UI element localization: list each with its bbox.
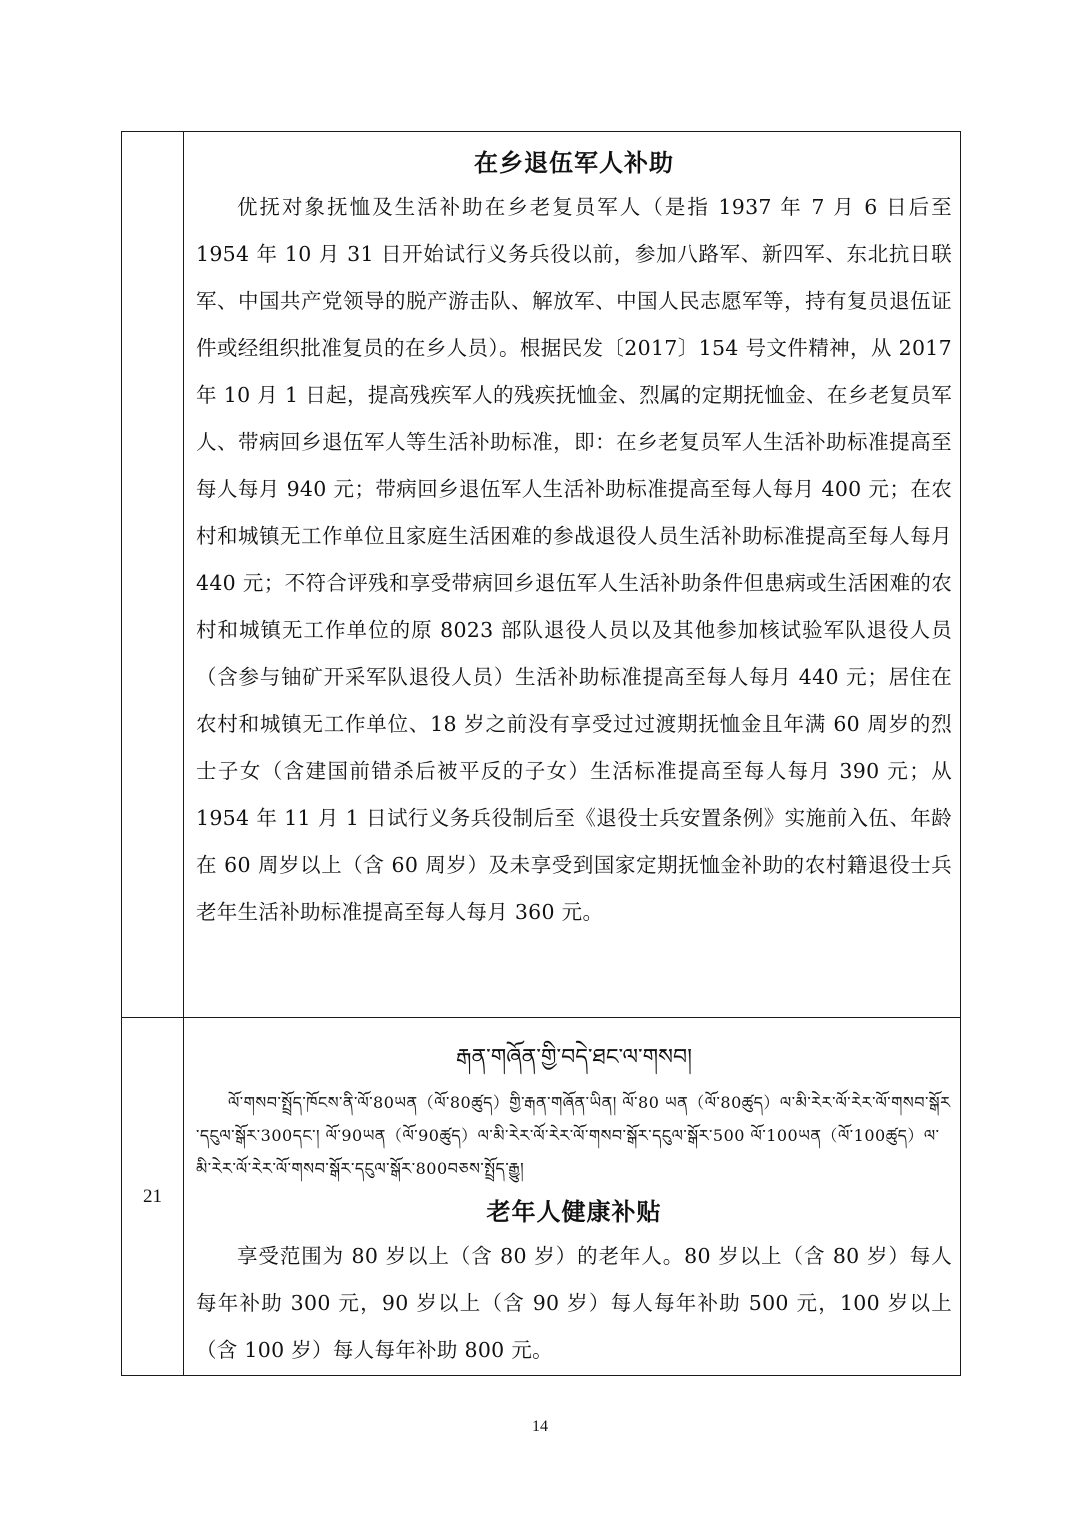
row-number: 21 (143, 1185, 162, 1207)
tibetan-section-body: ལོ་གསབ་སྤྲོད་ཁོངས་ནི་ལོ་80ཡན（ལོ་80ཚུད）གྱི་རྒན་གཞོན་ཡིན། ལོ་80 ཡན（ལོ་80ཚུད）ལ་མི་རེར་ལོ་རེར་ལོ་གསབ་སྒོར་དངུལ་སྒོར་300དང་། ལོ་90ཡན（ལོ་90ཚུད）ལ་མི་རེར་ལོ་རེར་ལོ་གསབ་སྒོར་དངུལ་སྒོར་500 ལོ་100ཡན（ལོ་100ཚུད）ལ་མི་རེར་ལོ་རེར་ལོ་གསབ་སྒོར་དངུལ་སྒོར་800བཅས་སྤྲོད་རྒྱུ། (196, 1093, 951, 1178)
content-table (121, 131, 961, 1376)
row-content-cell (184, 132, 961, 1018)
section-title-elderly-health-subsidy: 老年人健康补贴 (486, 1197, 662, 1226)
section-title-veterans-subsidy: 在乡退伍军人补助 (474, 148, 674, 177)
page-number: 14 (532, 1418, 548, 1435)
table-row (122, 1018, 961, 1376)
row-content-cell (184, 1018, 961, 1376)
row-number-cell (122, 132, 184, 1018)
tibetan-section-title: རྒན་གཞོན་གྱི་བདེ་ཐང་ལ་གསབ། (456, 1045, 692, 1070)
row-number-cell (122, 1018, 184, 1376)
section-body-veterans-subsidy: 优抚对象抚恤及生活补助在乡老复员军人（是指 1937 年 7 月 6 日后至 1954 年 10 月 31 日开始试行义务兵役以前，参加八路军、新四军、东北抗日联军、中国共产党领导的脱产游击队、解放军、中国人民志愿军等，持有复员退伍证件或经组织批准复员的在乡人员）。根据民发〔2017〕154 号文件精神，从 2017 年 10 月 1 日起，提高残疾军人的残疾抚恤金、烈属的定期抚恤金、在乡老复员军人、带病回乡退伍军人等生活补助标准，即：在乡老复员军人生活补助标准提高至每人每月 940 元；带病回乡退伍军人生活补助标准提高至每人每月 400 元；在农村和城镇无工作单位且家庭生活困难的参战退役人员生活补助标准提高至每人每月 440 元；不符合评残和享受带病回乡退伍军人生活补助条件但患病或生活困难的农村和城镇无工作单位的原 8023 部队退役人员以及其他参加核试验军队退役人员（含参与铀矿开采军队退役人员）生活补助标准提高至每人每月 440 元；居住在农村和城镇无工作单位、18 岁之前没有享受过过渡期抚恤金且年满 60 周岁的烈士子女（含建国前错杀后被平反的子女）生活标准提高至每人每月 390 元；从 1954 年 11 月 1 日试行义务兵役制后至《退役士兵安置条例》实施前入伍、年龄在 60 周岁以上（含 60 周岁）及未享受到国家定期抚恤金补助的农村籍退役士兵老年生活补助标准提高至每人每月 360 元。 (196, 195, 952, 924)
section-body-elderly-health-subsidy: 享受范围为 80 岁以上（含 80 岁）的老年人。80 岁以上（含 80 岁）每人每年补助 300 元，90 岁以上（含 90 岁）每人每年补助 500 元，100 岁以上（含 100 岁）每人每年补助 800 元。 (196, 1244, 952, 1362)
table-row (122, 132, 961, 1018)
